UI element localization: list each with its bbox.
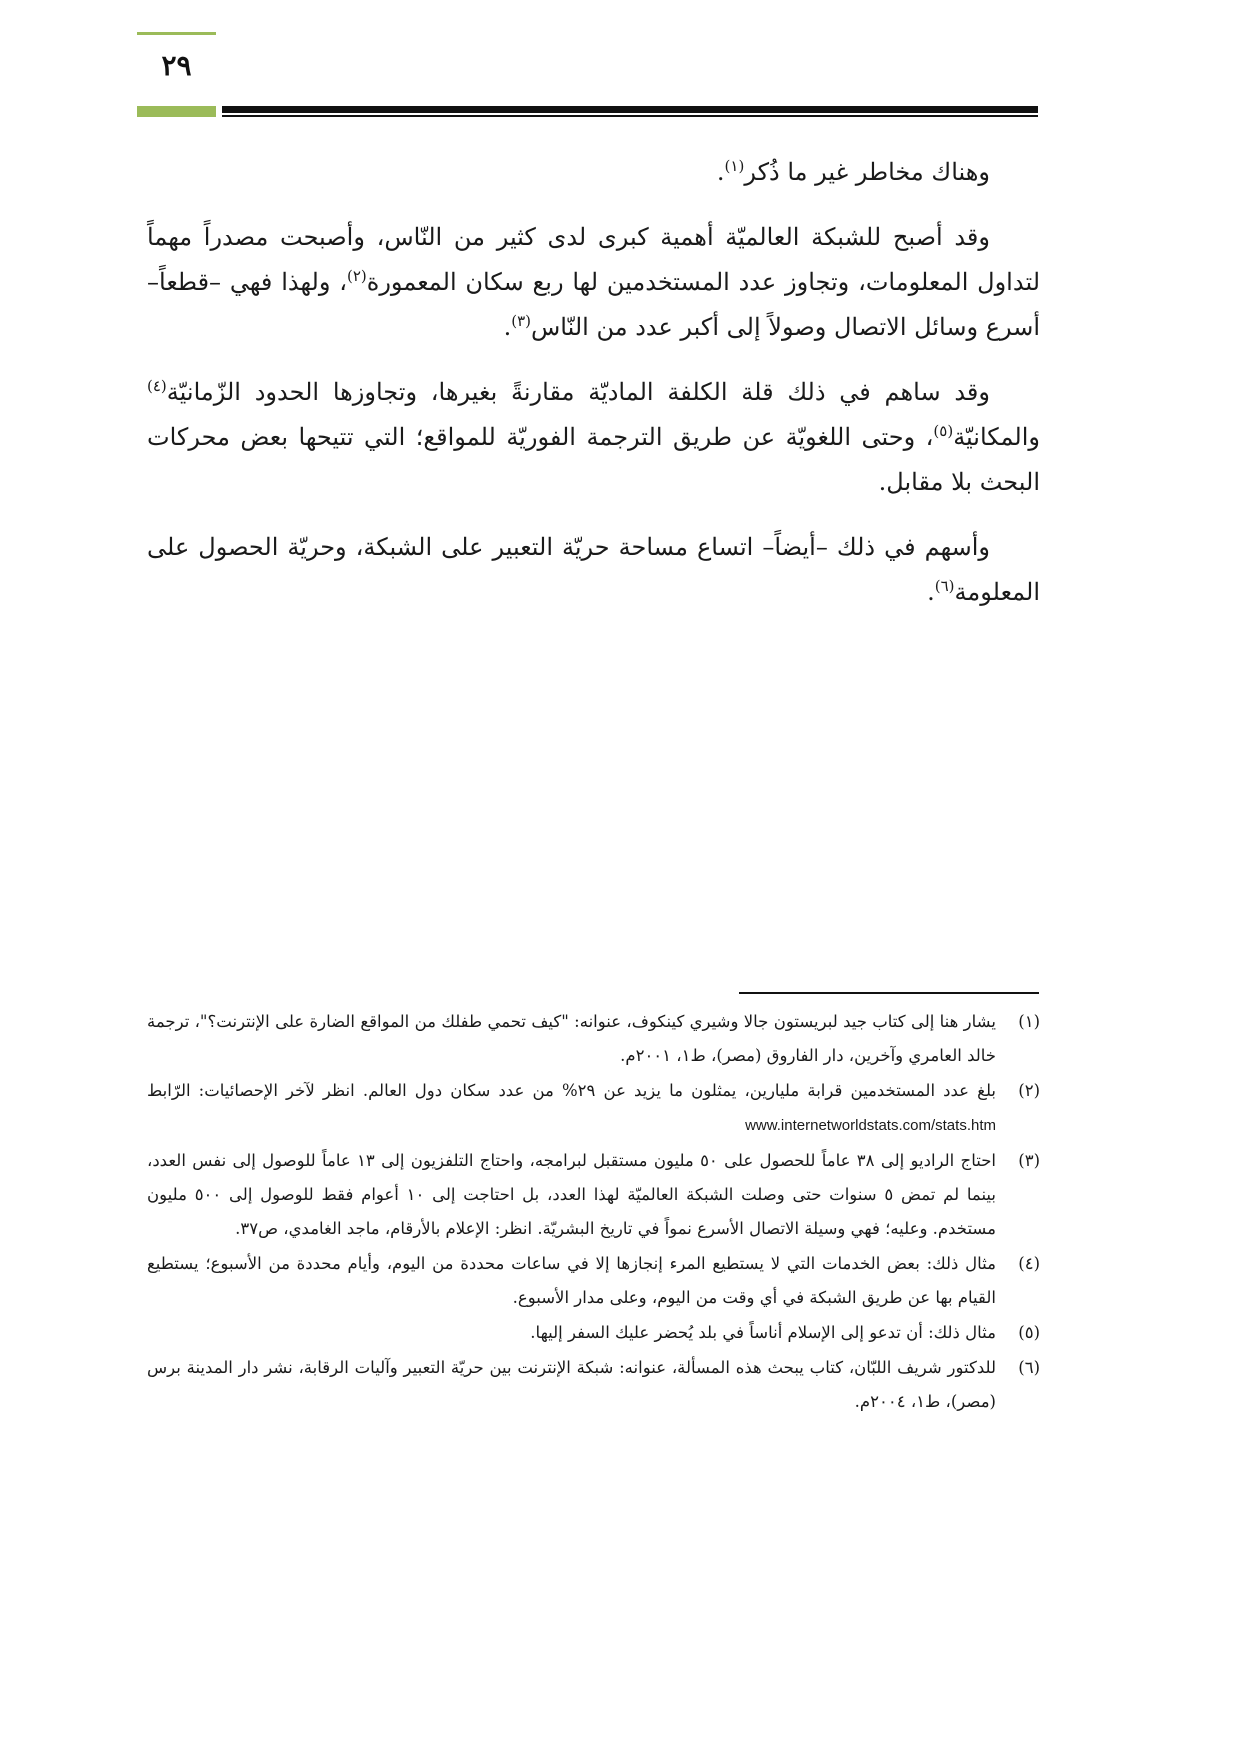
footnote-4: [147, 1247, 1040, 1315]
footnote-ref-1[interactable]: (١): [724, 157, 745, 175]
footnote-link[interactable]: www.internetworldstats.com/stats.htm: [745, 1117, 996, 1134]
paragraph-3: [147, 370, 1040, 505]
footnote-text: احتاج الراديو إلى ٣٨ عاماً للحصول على ٥٠ مليون مستقبل لبرامجه، واحتاج التلفزيون إلى ١٣ عاماً للوصول إلى نفس العدد، بينما لم تمض ٥ سنوات حتى وصلت الشبكة العالميّة لهذا العدد، بل احتاجت إلى ١٠ أعوام فقط للوصول إلى ٥٠٠ مليون مستخدم. وعليه؛ فهي وسيلة الاتصال الأسرع نمواً في تاريخ البشريّة. انظر: الإعلام بالأرقام، ماجد الغامدي، ص٣٧.: [147, 1151, 997, 1238]
page-number: ٢٩: [161, 49, 192, 82]
footnote-text: مثال ذلك: بعض الخدمات التي لا يستطيع المرء إنجازها إلا في ساعات محددة من اليوم، وأيام محددة من الأسبوع؛ يستطيع القيام بها عن طريق الشبكة في أي وقت من اليوم، وعلى مدار الأسبوع.: [147, 1254, 996, 1307]
header-accent-bar: [137, 106, 216, 117]
footnote-separator: [739, 992, 1039, 994]
footnote-6: [147, 1351, 1040, 1419]
footnote-ref-6[interactable]: (٦): [934, 577, 955, 595]
footnote-number: (٥): [1018, 1323, 1040, 1342]
paragraph-2-text-b: ، ولهذا فهي –قطعاً– أسرع وسائل الاتصال وصولاً إلى أكبر عدد من النّاس: [147, 268, 1040, 341]
footnote-number: (٤): [1018, 1254, 1040, 1273]
header-rule-thick: [222, 106, 1038, 113]
paragraph-2-text-a: وقد أصبح للشبكة العالميّة أهمية كبرى لدى كثير من النّاس، وأصبحت مصدراً مهماً لتداول المعلومات، وتجاوز عدد المستخدمين لها ربع سكان المعمورة: [147, 223, 1041, 296]
footnote-text: بلغ عدد المستخدمين قرابة مليارين، يمثلون ما يزيد عن ٢٩% من عدد سكان دول العالم. انظر لآخر الإحصائيات: الرّابط: [147, 1081, 996, 1100]
paragraph-4-end: .: [927, 578, 935, 606]
footnote-2: [147, 1074, 1040, 1143]
footnotes: [147, 1005, 1040, 1420]
footnote-number: (٣): [1018, 1151, 1040, 1170]
footnote-text: مثال ذلك: أن تدعو إلى الإسلام أناساً في بلد يُحضر عليك السفر إليها.: [530, 1323, 996, 1342]
paragraph-1-end: .: [716, 158, 725, 186]
footnote-text: يشار هنا إلى كتاب جيد لبريستون جالا وشيري كينكوف، عنوانه: "كيف تحمي طفلك من المواقع الضارة على الإنترنت؟"، ترجمة خالد العامري وآخرين، دار الفاروق (مصر)، ط١، ٢٠٠١م.: [147, 1012, 996, 1065]
paragraph-1-text: وهناك مخاطر غير ما ذُكر: [744, 158, 990, 186]
paragraph-3-text-a: وقد ساهم في ذلك قلة الكلفة الماديّة مقارنةً بغيرها، وتجاوزها الحدود الزّمانيّة: [166, 378, 990, 406]
footnote-number: (٢): [1018, 1081, 1040, 1100]
footnote-text: للدكتور شريف اللبّان، كتاب يبحث هذه المسألة، عنوانه: شبكة الإنترنت بين حريّة التعبير وآليات الرقابة، نشر دار المدينة برس (مصر)، ط١، ٢٠٠٤م.: [147, 1358, 996, 1411]
footnote-ref-2[interactable]: (٢): [346, 267, 367, 285]
footnote-ref-4[interactable]: (٤): [147, 377, 167, 395]
paragraph-3-text-b: والمكانيّة: [953, 423, 1040, 451]
footnote-ref-3[interactable]: (٣): [511, 312, 531, 330]
main-text: [147, 150, 1040, 635]
footnote-5: [147, 1316, 1040, 1350]
footnote-3: [147, 1144, 1040, 1246]
paragraph-2-end: .: [503, 313, 512, 341]
header-rule-thin: [222, 115, 1038, 117]
footnote-number: (١): [1018, 1012, 1040, 1031]
paragraph-2: [147, 215, 1040, 350]
footnote-ref-5[interactable]: (٥): [933, 422, 954, 440]
header-accent-line: [137, 32, 216, 35]
footnote-1: [147, 1005, 1040, 1073]
paragraph-4-text: وأسهم في ذلك –أيضاً– اتساع مساحة حريّة التعبير على الشبكة، وحريّة الحصول على المعلومة: [147, 533, 1040, 606]
paragraph-3-text-c: ، وحتى اللغويّة عن طريق الترجمة الفوريّة للمواقع؛ التي تتيحها بعض محركات البحث بلا مقابل.: [147, 423, 1040, 496]
paragraph-4: [147, 525, 1040, 615]
paragraph-1: [147, 150, 1040, 195]
footnote-text-wrap: [147, 1074, 996, 1143]
footnote-number: (٦): [1018, 1358, 1040, 1377]
